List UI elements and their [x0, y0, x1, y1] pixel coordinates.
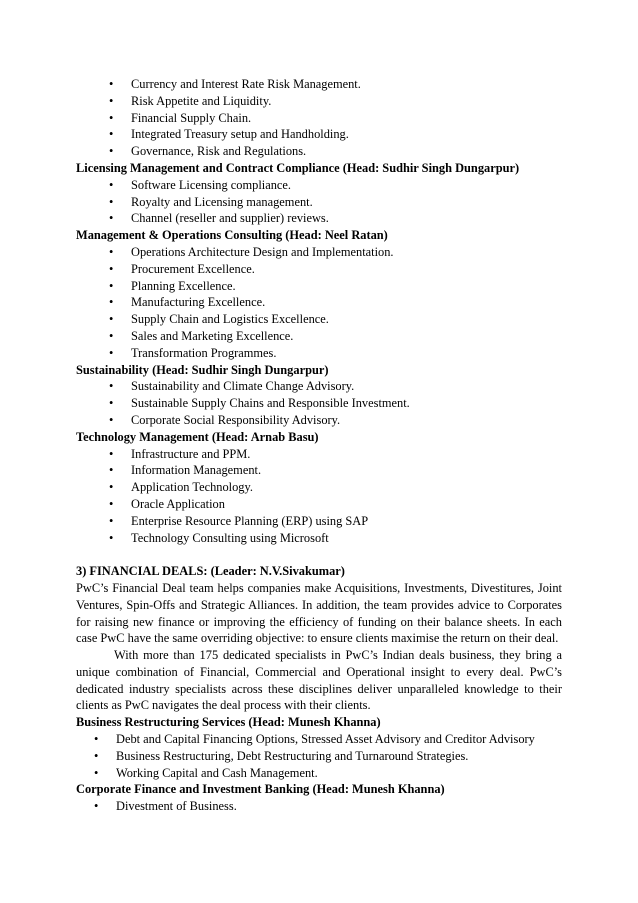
list-item: • Sustainable Supply Chains and Responsible Investment. [109, 396, 410, 411]
bullet-icon: • [109, 144, 114, 159]
list-item: • Risk Appetite and Liquidity. [109, 93, 272, 108]
list-item: • Procurement Excellence. [109, 261, 255, 276]
bullet-icon: • [109, 345, 114, 360]
bullet-icon: • [109, 312, 114, 327]
bullet-icon: • [109, 396, 114, 411]
bullet-icon: • [109, 261, 114, 276]
bullet-icon: • [109, 93, 114, 108]
list-item: • Transformation Programmes. [109, 345, 277, 360]
list-item: • Business Restructuring, Debt Restructuring and Turnaround Strategies. [94, 748, 469, 763]
list-item: • Technology Consulting using Microsoft [109, 530, 329, 545]
bullet-icon: • [109, 463, 114, 478]
bullet-icon: • [109, 278, 114, 293]
section-heading-sustainability: Sustainability (Head: Sudhir Singh Dungarpur) [76, 362, 329, 377]
bullet-icon: • [94, 765, 99, 780]
section-heading-technology: Technology Management (Head: Arnab Basu) [76, 429, 319, 444]
list-item: • Manufacturing Excellence. [109, 295, 266, 310]
financial-deals-paragraph-2: With more than 175 dedicated specialists in PwC’s Indian deals business, they bring a unique combination of Financial, Commercial and Operational insight to every deal. PwC’s dedicated industry specialists across these disciplines deliver unparalleled knowledge to their clients as PwC navigates the deal process with their clients. [76, 648, 562, 713]
bullet-icon: • [109, 177, 114, 192]
section-heading-corporate-finance: Corporate Finance and Investment Banking (Head: Munesh Khanna) [76, 782, 445, 797]
list-item: • Operations Architecture Design and Implementation. [109, 244, 394, 259]
list-item: • Supply Chain and Logistics Excellence. [109, 312, 329, 327]
bullet-icon: • [109, 194, 114, 209]
bullet-icon: • [94, 748, 99, 763]
bullet-icon: • [109, 244, 114, 259]
list-item: • Application Technology. [109, 480, 253, 495]
bullet-icon: • [109, 211, 114, 226]
bullet-icon: • [109, 328, 114, 343]
financial-deals-heading: 3) FINANCIAL DEALS: (Leader: N.V.Sivakumar) [76, 564, 345, 579]
list-item: • Sustainability and Climate Change Advisory. [109, 379, 355, 394]
spacer [76, 546, 562, 563]
bullet-icon: • [109, 480, 114, 495]
bullet-icon: • [109, 412, 114, 427]
section-heading-business-restructuring: Business Restructuring Services (Head: Munesh Khanna) [76, 715, 381, 730]
list-item: • Channel (reseller and supplier) reviews. [109, 211, 329, 226]
list-item: • Information Management. [109, 463, 262, 478]
list-item: • Working Capital and Cash Management. [94, 765, 318, 780]
list-item: • Currency and Interest Rate Risk Management. [109, 77, 361, 91]
bullet-icon: • [94, 799, 99, 814]
list-item: • Sales and Marketing Excellence. [109, 328, 294, 343]
document-page [76, 76, 562, 815]
list-item: • Infrastructure and PPM. [109, 446, 251, 461]
top-bullet-list [76, 76, 562, 160]
list-item: • Oracle Application [109, 496, 225, 511]
list-item: • Divestment of Business. [94, 799, 237, 814]
bullet-icon: • [109, 513, 114, 528]
list-item: • Financial Supply Chain. [109, 110, 252, 125]
bullet-icon: • [109, 379, 114, 394]
list-item: • Debt and Capital Financing Options, Stressed Asset Advisory and Creditor Advisory [94, 732, 535, 747]
list-item: • Corporate Social Responsibility Advisory. [109, 412, 341, 427]
section-heading-management-operations: Management & Operations Consulting (Head: Neel Ratan) [76, 228, 388, 243]
bullet-icon: • [109, 127, 114, 142]
bullet-icon: • [109, 295, 114, 310]
section-heading-licensing: Licensing Management and Contract Compliance (Head: Sudhir Singh Dungarpur) [76, 160, 520, 175]
list-item: • Integrated Treasury setup and Handholding. [109, 127, 349, 142]
list-item: • Planning Excellence. [109, 278, 236, 293]
list-item: • Royalty and Licensing management. [109, 194, 313, 209]
bullet-icon: • [109, 496, 114, 511]
bullet-icon: • [109, 530, 114, 545]
list-item: • Governance, Risk and Regulations. [109, 144, 307, 159]
list-item: • Software Licensing compliance. [109, 177, 291, 192]
bullet-icon: • [109, 77, 114, 91]
financial-deals-paragraph-1: PwC’s Financial Deal team helps companies make Acquisitions, Investments, Divestitures, Joint Ventures, Spin-Offs and Strategic Alliances. In addition, the team provides advice to Corporates for raising new finance or improving the efficiency of funding on their balance sheets. In each case PwC have the same overriding objective: to ensure clients maximise the return on their deal. [76, 580, 562, 646]
bullet-icon: • [109, 110, 114, 125]
list-item: • Enterprise Resource Planning (ERP) using SAP [109, 513, 369, 528]
bullet-icon: • [94, 732, 99, 747]
bullet-icon: • [109, 446, 114, 461]
